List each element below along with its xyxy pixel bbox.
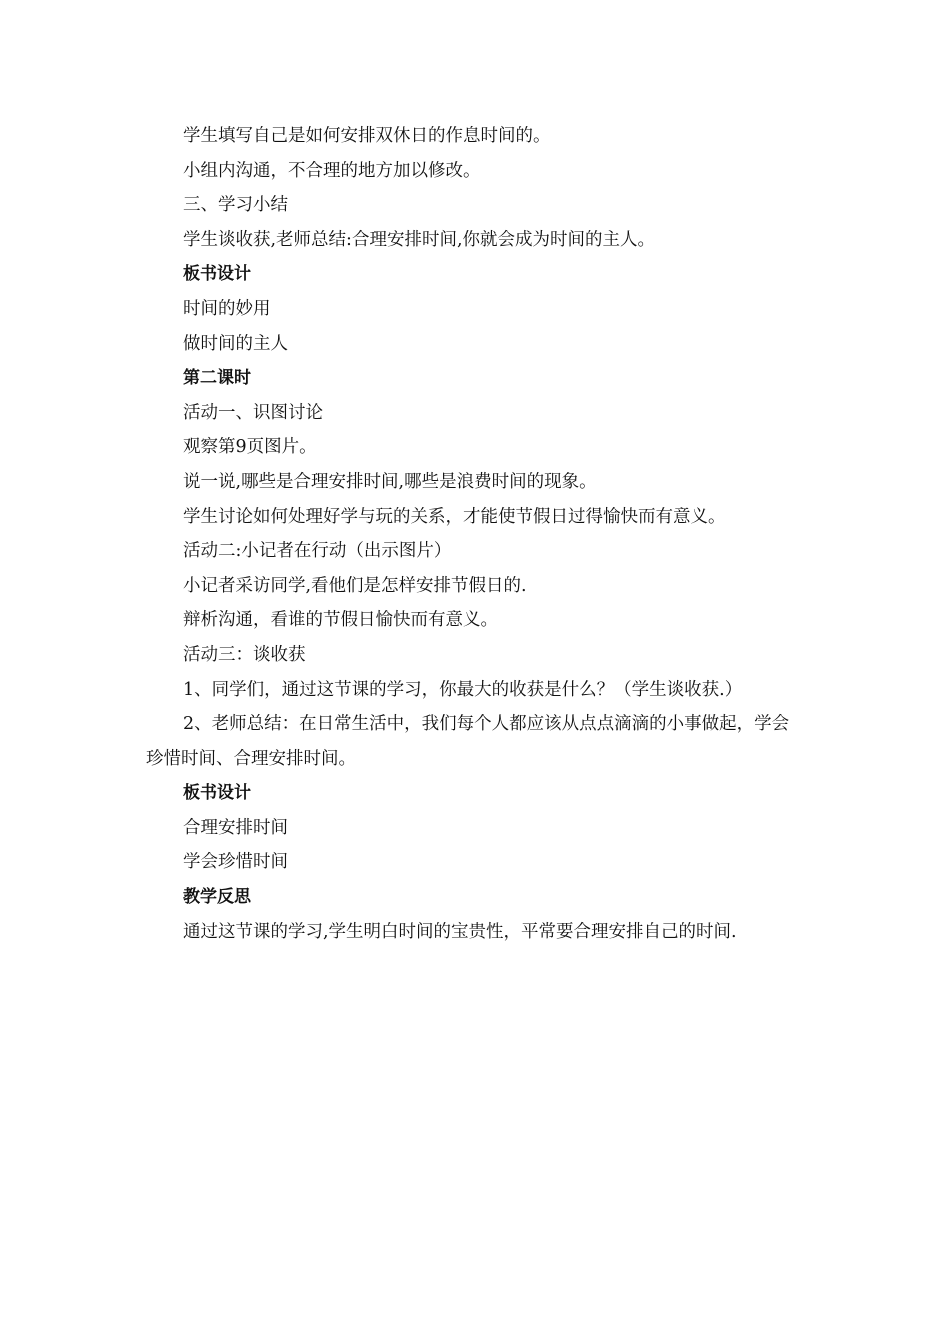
paragraph: 学生讨论如何处理好学与玩的关系，才能使节假日过得愉快而有意义。 xyxy=(183,506,726,527)
paragraph: 合理安排时间 xyxy=(183,817,288,838)
document-body xyxy=(146,119,806,949)
paragraph: 通过这节课的学习,学生明白时间的宝贵性，平常要合理安排自己的时间. xyxy=(183,921,737,942)
paragraph: 学生谈收获,老师总结:合理安排时间,你就会成为时间的主人。 xyxy=(183,229,656,250)
paragraph: 观察第9页图片。 xyxy=(183,437,317,458)
activity-heading: 活动三：谈收获 xyxy=(183,644,306,665)
paragraph: 小组内沟通，不合理的地方加以修改。 xyxy=(183,160,481,181)
bold-heading: 教学反思 xyxy=(183,887,251,908)
paragraph: 做时间的主人 xyxy=(183,333,288,354)
bold-heading: 板书设计 xyxy=(183,264,251,285)
paragraph: 学会珍惜时间 xyxy=(183,852,288,873)
paragraph: 辩析沟通，看谁的节假日愉快而有意义。 xyxy=(183,610,498,631)
paragraph: 学生填写自己是如何安排双休日的作息时间的。 xyxy=(183,126,551,146)
activity-heading: 活动一、识图讨论 xyxy=(183,402,323,423)
bold-heading: 板书设计 xyxy=(183,783,251,804)
paragraph: 小记者采访同学,看他们是怎样安排节假日的. xyxy=(183,575,527,596)
paragraph: 说一说,哪些是合理安排时间,哪些是浪费时间的现象。 xyxy=(183,471,597,492)
paragraph-wrapped: 2、老师总结：在日常生活中，我们每个人都应该从点点滴滴的小事做起，学会珍惜时间、合理安排时间。 xyxy=(146,714,790,769)
section-heading: 三、学习小结 xyxy=(183,195,288,216)
activity-heading: 活动二:小记者在行动（出示图片） xyxy=(183,541,452,562)
bold-heading: 第二课时 xyxy=(183,368,251,389)
paragraph: 1、同学们，通过这节课的学习，你最大的收获是什么？（学生谈收获.） xyxy=(183,679,743,700)
paragraph: 时间的妙用 xyxy=(183,298,271,319)
